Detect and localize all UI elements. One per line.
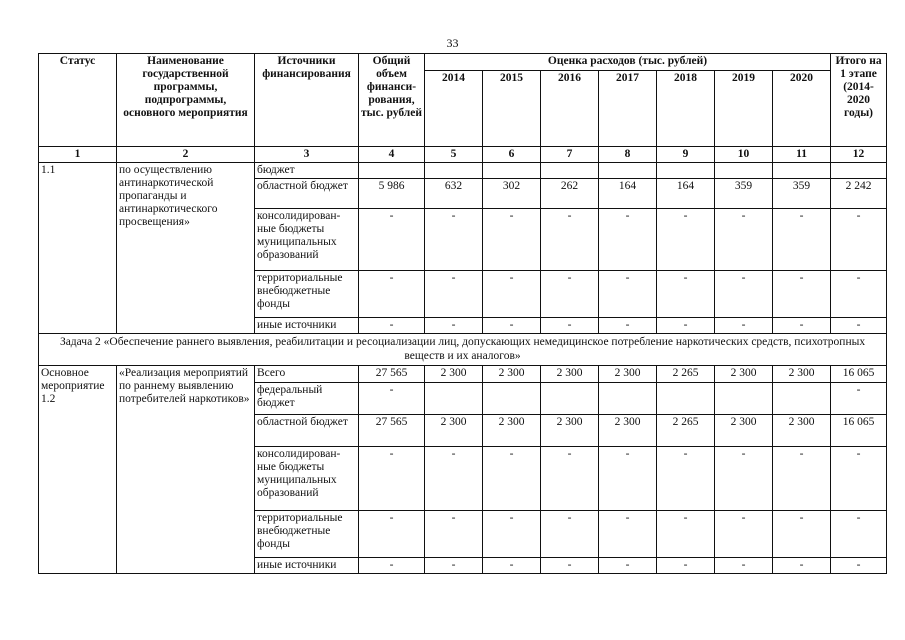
source-cell: консолидирован-ные бюджеты муниципальных образований	[255, 447, 359, 511]
header-status: Статус	[39, 54, 117, 147]
year-cell: -	[773, 558, 831, 574]
year-cell	[715, 383, 773, 415]
total-cell: -	[359, 447, 425, 511]
year-cell: 2 300	[599, 366, 657, 383]
year-cell: 2 300	[483, 415, 541, 447]
status-cell: Основное мероприятие 1.2	[39, 366, 117, 574]
year-cell	[483, 163, 541, 179]
year-cell: -	[425, 209, 483, 271]
total-cell: -	[359, 209, 425, 271]
year-cell: -	[541, 447, 599, 511]
task-row	[39, 334, 887, 366]
column-number: 10	[715, 147, 773, 163]
year-cell: -	[657, 558, 715, 574]
stage-total-cell: 16 065	[831, 415, 887, 447]
stage-total-cell: 2 242	[831, 179, 887, 209]
total-cell: -	[359, 383, 425, 415]
year-cell: -	[715, 209, 773, 271]
header-sources: Источники финансирования	[255, 54, 359, 147]
total-cell: -	[359, 558, 425, 574]
column-number: 1	[39, 147, 117, 163]
column-number: 5	[425, 147, 483, 163]
year-cell: -	[599, 511, 657, 558]
header-year: 2015	[483, 71, 541, 147]
source-cell: территориальные внебюджетные фонды	[255, 511, 359, 558]
year-cell: -	[541, 511, 599, 558]
task-title: Задача 2 «Обеспечение раннего выявления, реабилитации и ресоциализации лиц, допускающих немедицинское потребление наркотических средств, психотропных веществ и их аналогов»	[39, 334, 887, 366]
year-cell: 164	[599, 179, 657, 209]
column-number: 2	[117, 147, 255, 163]
stage-total-cell: -	[831, 511, 887, 558]
column-number: 3	[255, 147, 359, 163]
year-cell: 262	[541, 179, 599, 209]
year-cell: -	[773, 318, 831, 334]
stage-total-cell: -	[831, 209, 887, 271]
column-number: 7	[541, 147, 599, 163]
year-cell: -	[715, 447, 773, 511]
year-cell: -	[425, 511, 483, 558]
status-cell: 1.1	[39, 163, 117, 334]
year-cell: -	[483, 558, 541, 574]
year-cell: 359	[773, 179, 831, 209]
year-cell	[599, 383, 657, 415]
year-cell: 2 265	[657, 366, 715, 383]
source-cell: консолидирован-ные бюджеты муниципальных образований	[255, 209, 359, 271]
source-cell: бюджет	[255, 163, 359, 179]
source-cell: федеральный бюджет	[255, 383, 359, 415]
year-cell	[541, 163, 599, 179]
year-cell: -	[773, 511, 831, 558]
year-cell: -	[541, 209, 599, 271]
year-cell: -	[483, 447, 541, 511]
source-cell: иные источники	[255, 318, 359, 334]
source-cell: территориальные внебюджетные фонды	[255, 271, 359, 318]
header-year: 2014	[425, 71, 483, 147]
year-cell: -	[425, 271, 483, 318]
budget-table	[38, 53, 887, 574]
source-cell: областной бюджет	[255, 415, 359, 447]
year-cell: -	[657, 271, 715, 318]
year-cell: -	[599, 318, 657, 334]
year-cell: 2 300	[773, 366, 831, 383]
year-cell	[425, 383, 483, 415]
column-number: 9	[657, 147, 715, 163]
year-cell: 2 300	[483, 366, 541, 383]
page-number: 33	[446, 36, 459, 50]
year-cell: -	[773, 209, 831, 271]
year-cell: -	[599, 271, 657, 318]
total-cell: 5 986	[359, 179, 425, 209]
year-cell: -	[483, 271, 541, 318]
header-total: Общий объем финанси-рования, тыс. рублей	[359, 54, 425, 147]
stage-total-cell	[831, 163, 887, 179]
year-cell: -	[599, 558, 657, 574]
year-cell: -	[599, 209, 657, 271]
stage-total-cell: 16 065	[831, 366, 887, 383]
header-year: 2019	[715, 71, 773, 147]
year-cell: -	[657, 209, 715, 271]
year-cell: -	[657, 447, 715, 511]
stage-total-cell: -	[831, 318, 887, 334]
year-cell	[773, 383, 831, 415]
column-number: 11	[773, 147, 831, 163]
year-cell: -	[483, 209, 541, 271]
source-cell: иные источники	[255, 558, 359, 574]
year-cell	[715, 163, 773, 179]
column-number: 4	[359, 147, 425, 163]
year-cell: 2 300	[599, 415, 657, 447]
year-cell: 2 300	[715, 366, 773, 383]
year-cell: -	[425, 447, 483, 511]
year-cell: -	[657, 511, 715, 558]
total-cell: -	[359, 271, 425, 318]
year-cell: -	[715, 558, 773, 574]
year-cell: -	[773, 447, 831, 511]
year-cell: 2 300	[425, 366, 483, 383]
year-cell	[483, 383, 541, 415]
year-cell	[599, 163, 657, 179]
year-cell: -	[715, 318, 773, 334]
header-year: 2017	[599, 71, 657, 147]
year-cell	[657, 163, 715, 179]
total-cell	[359, 163, 425, 179]
stage-total-cell: -	[831, 447, 887, 511]
table-row	[39, 163, 887, 179]
year-cell: -	[425, 558, 483, 574]
year-cell: 164	[657, 179, 715, 209]
header-name: Наименование государственной программы, подпрограммы, основного мероприятия	[117, 54, 255, 147]
year-cell: -	[541, 558, 599, 574]
year-cell: 632	[425, 179, 483, 209]
stage-total-cell: -	[831, 558, 887, 574]
total-cell: -	[359, 318, 425, 334]
year-cell	[541, 383, 599, 415]
year-cell: -	[541, 318, 599, 334]
column-number: 12	[831, 147, 887, 163]
header-year: 2020	[773, 71, 831, 147]
year-cell: 359	[715, 179, 773, 209]
year-cell: -	[541, 271, 599, 318]
header-estimate: Оценка расходов (тыс. рублей)	[425, 54, 831, 71]
total-cell: 27 565	[359, 415, 425, 447]
year-cell: -	[773, 271, 831, 318]
program-name-cell: «Реализация мероприятий по раннему выявлению потребителей наркотиков»	[117, 366, 255, 574]
source-cell: Всего	[255, 366, 359, 383]
column-number-row	[39, 147, 887, 163]
year-cell: -	[483, 318, 541, 334]
year-cell: -	[715, 271, 773, 318]
year-cell: -	[599, 447, 657, 511]
year-cell	[773, 163, 831, 179]
year-cell	[657, 383, 715, 415]
header-year: 2016	[541, 71, 599, 147]
year-cell: -	[715, 511, 773, 558]
stage-total-cell: -	[831, 271, 887, 318]
year-cell: 2 300	[541, 415, 599, 447]
year-cell: -	[657, 318, 715, 334]
year-cell	[425, 163, 483, 179]
total-cell: 27 565	[359, 366, 425, 383]
stage-total-cell: -	[831, 383, 887, 415]
column-number: 6	[483, 147, 541, 163]
program-name-cell: по осуществлению антинаркотической пропаганды и антинаркотического просвещения»	[117, 163, 255, 334]
year-cell: 2 300	[425, 415, 483, 447]
year-cell: 302	[483, 179, 541, 209]
year-cell: -	[425, 318, 483, 334]
year-cell: -	[483, 511, 541, 558]
column-number: 8	[599, 147, 657, 163]
year-cell: 2 265	[657, 415, 715, 447]
table-row	[39, 366, 887, 383]
year-cell: 2 300	[541, 366, 599, 383]
source-cell: областной бюджет	[255, 179, 359, 209]
year-cell: 2 300	[715, 415, 773, 447]
header-stage-total: Итого на 1 этапе (2014-2020 годы)	[831, 54, 887, 147]
year-cell: 2 300	[773, 415, 831, 447]
header-year: 2018	[657, 71, 715, 147]
total-cell: -	[359, 511, 425, 558]
